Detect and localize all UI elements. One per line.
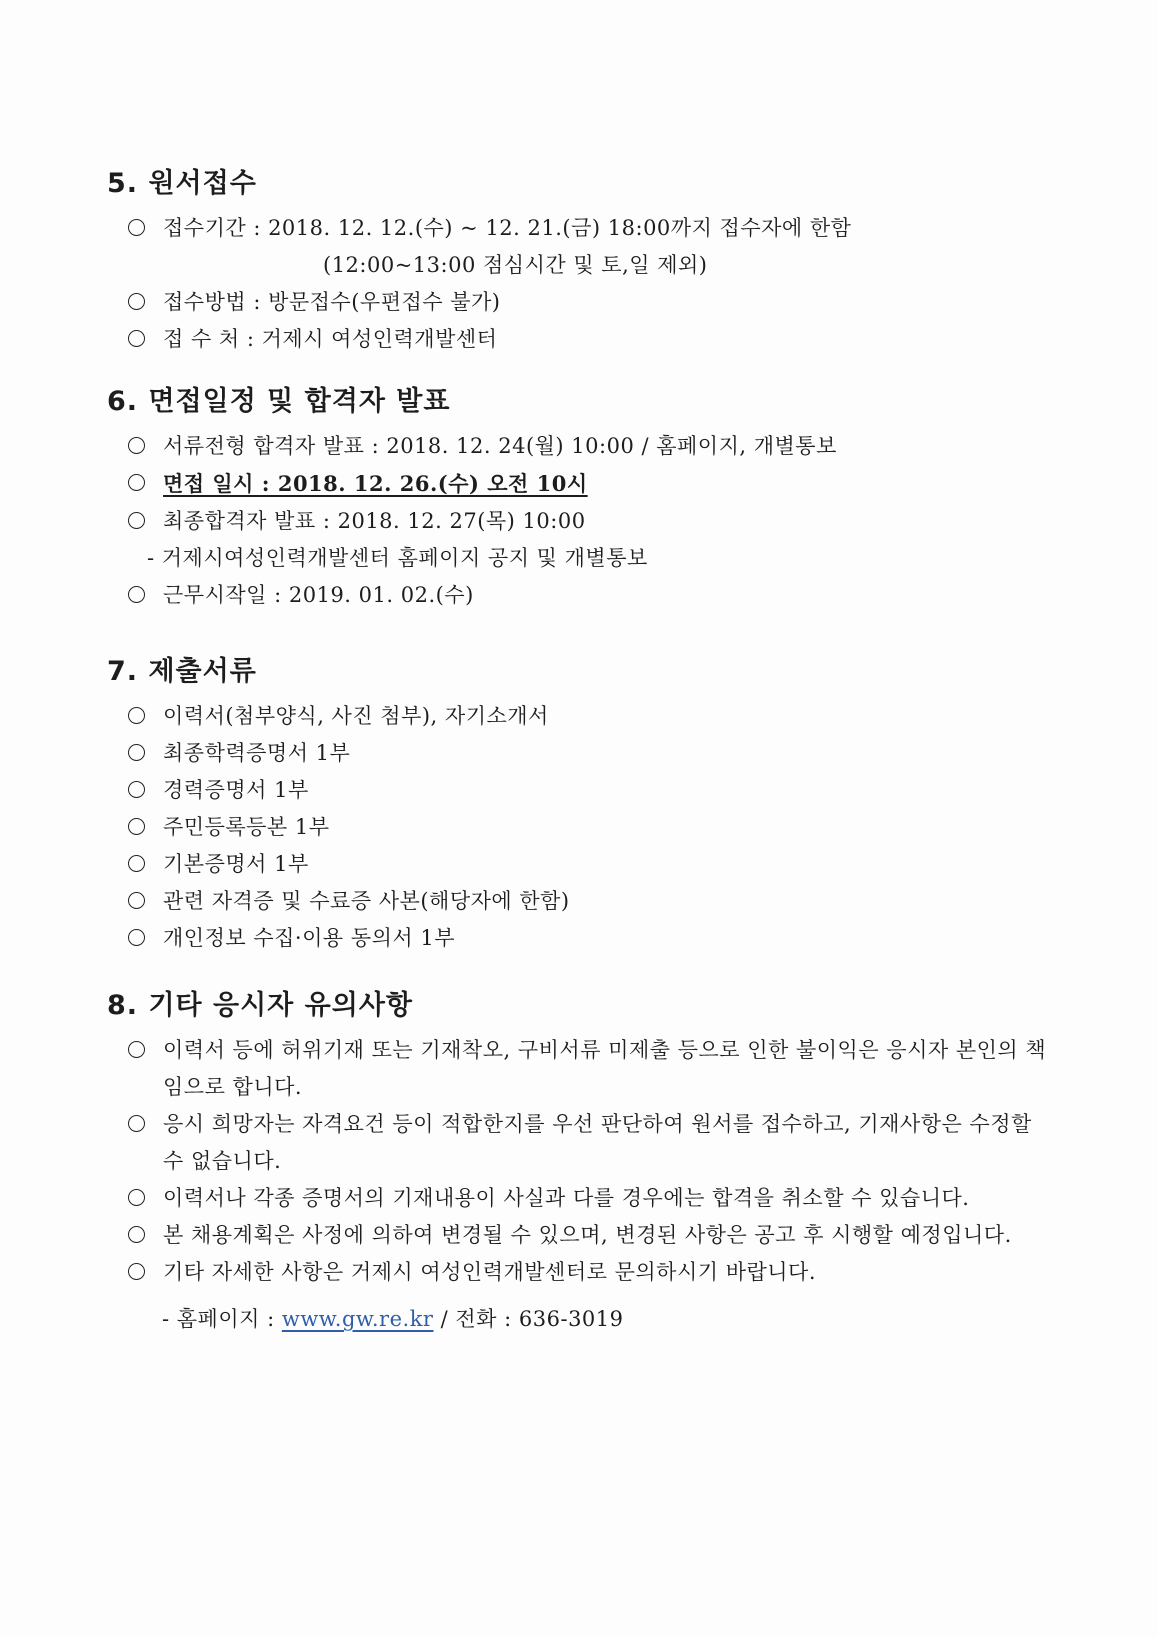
- circle-bullet-icon: [128, 586, 145, 603]
- list-item: 기본증명서 1부: [107, 846, 1067, 883]
- list-item: 서류전형 합격자 발표 : 2018. 12. 24(월) 10:00 / 홈페이지, 개별통보: [107, 428, 1067, 465]
- contact-phone: / 전화 : 636-3019: [433, 1307, 624, 1331]
- list-item: 응시 희망자는 자격요건 등이 적합한지를 우선 판단하여 원서를 접수하고, 기재사항은 수정할 수 없습니다.: [107, 1106, 1067, 1180]
- list-item: 주민등록등본 1부: [107, 809, 1067, 846]
- section-title: 5. 원서접수: [107, 168, 257, 199]
- circle-bullet-icon: [128, 474, 145, 491]
- circle-bullet-icon: [128, 707, 145, 724]
- list-item: 최종학력증명서 1부: [107, 735, 1067, 772]
- list-item: 개인정보 수집·이용 동의서 1부: [107, 920, 1067, 957]
- section-documents: [107, 654, 1067, 957]
- list-item: 관련 자격증 및 수료증 사본(해당자에 한함): [107, 883, 1067, 920]
- item-list: [107, 428, 1067, 614]
- list-item: 근무시작일 : 2019. 01. 02.(수): [107, 577, 1067, 614]
- circle-bullet-icon: [128, 219, 145, 236]
- list-item: 이력서 등에 허위기재 또는 기재착오, 구비서류 미제출 등으로 인한 불이익은 응시자 본인의 책임으로 합니다.: [107, 1032, 1067, 1106]
- circle-bullet-icon: [128, 781, 145, 798]
- section-notes: [107, 988, 1067, 1338]
- list-item: 이력서(첨부양식, 사진 첨부), 자기소개서: [107, 698, 1067, 735]
- circle-bullet-icon: [128, 293, 145, 310]
- homepage-link[interactable]: www.gw.re.kr: [281, 1307, 434, 1331]
- final-note: - 거제시여성인력개발센터 홈페이지 공지 및 개별통보: [147, 546, 648, 570]
- circle-bullet-icon: [128, 1226, 145, 1243]
- contact-line: [107, 1301, 1067, 1338]
- list-item: 경력증명서 1부: [107, 772, 1067, 809]
- list-item: 본 채용계획은 사정에 의하여 변경될 수 있으며, 변경된 사항은 공고 후 시행할 예정입니다.: [107, 1217, 1067, 1254]
- circle-bullet-icon: [128, 744, 145, 761]
- section-application: [107, 166, 1067, 358]
- circle-bullet-icon: [128, 1115, 145, 1132]
- circle-bullet-icon: [128, 1263, 145, 1280]
- list-item: 접수기간 : 2018. 12. 12.(수) ~ 12. 21.(금) 18:00까지 접수자에 한함: [107, 210, 1067, 247]
- list-item: 접 수 처 : 거제시 여성인력개발센터: [107, 321, 1067, 358]
- list-item-interview-date: 면접 일시 : 2018. 12. 26.(수) 오전 10시: [107, 465, 1067, 503]
- circle-bullet-icon: [128, 855, 145, 872]
- section-title: 8. 기타 응시자 유의사항: [107, 990, 413, 1021]
- circle-bullet-icon: [128, 512, 145, 529]
- circle-bullet-icon: [128, 892, 145, 909]
- item-list: [107, 1032, 1067, 1338]
- list-item: 기타 자세한 사항은 거제시 여성인력개발센터로 문의하시기 바랍니다.: [107, 1254, 1067, 1291]
- contact-prefix: - 홈페이지 :: [162, 1307, 282, 1331]
- list-item: 최종합격자 발표 : 2018. 12. 27(목) 10:00: [107, 503, 1067, 540]
- item-list: [107, 698, 1067, 957]
- period-note: (12:00~13:00 점심시간 및 토,일 제외): [323, 253, 708, 277]
- circle-bullet-icon: [128, 929, 145, 946]
- list-item: 접수방법 : 방문접수(우편접수 불가): [107, 284, 1067, 321]
- item-list: [107, 210, 1067, 358]
- circle-bullet-icon: [128, 437, 145, 454]
- list-item: 이력서나 각종 증명서의 기재내용이 사실과 다를 경우에는 합격을 취소할 수 있습니다.: [107, 1180, 1067, 1217]
- section-title: 6. 면접일정 및 합격자 발표: [107, 386, 451, 417]
- circle-bullet-icon: [128, 330, 145, 347]
- circle-bullet-icon: [128, 1189, 145, 1206]
- circle-bullet-icon: [128, 1041, 145, 1058]
- circle-bullet-icon: [128, 818, 145, 835]
- section-title: 7. 제출서류: [107, 656, 257, 687]
- section-interview: [107, 384, 1067, 614]
